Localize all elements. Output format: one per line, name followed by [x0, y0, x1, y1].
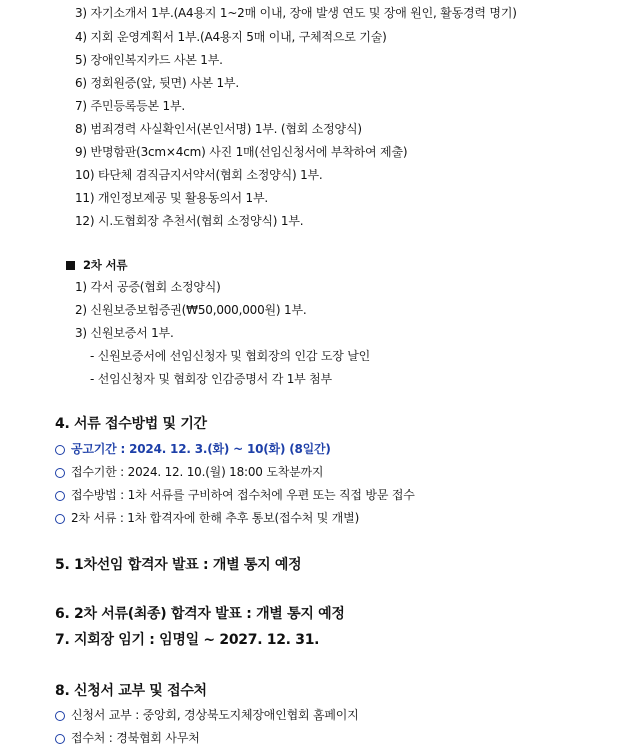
item-text: 신원보증서 1부. — [90, 326, 174, 340]
item-number: 9) — [75, 145, 87, 159]
item-number: 7) — [75, 99, 87, 113]
square-bullet-icon — [66, 261, 75, 270]
item-text: 시.도협회장 추천서(협회 소정양식) 1부. — [97, 214, 304, 228]
item-text: 개인정보제공 및 활용동의서 1부. — [97, 191, 268, 205]
item-number: 10) — [75, 168, 95, 182]
section-7-title: 7. 지회장 임기 : 임명일 ~ 2027. 12. 31. — [55, 632, 320, 648]
item-text: 주민등록등본 1부. — [90, 99, 185, 113]
list-item — [75, 213, 303, 229]
sub-item: - 선임신청자 및 협회장 인감증명서 각 1부 첨부 — [90, 372, 332, 386]
item-text: 장애인복지카드 사본 1부. — [90, 53, 223, 67]
item-number: 6) — [75, 76, 87, 90]
list-item — [75, 98, 185, 114]
list-item — [75, 52, 223, 68]
item-number: 2) — [75, 303, 87, 317]
list-item — [75, 190, 268, 206]
circle-bullet-icon — [55, 468, 65, 478]
item-text: 신청서 교부 : 중앙회, 경상북도지체장애인협회 홈페이지 — [71, 708, 359, 722]
sub-item: - 신원보증서에 선임신청자 및 협회장의 인감 도장 날인 — [90, 349, 371, 363]
section-5-title: 5. 1차선임 합격자 발표 : 개별 통지 예정 — [55, 557, 302, 573]
list-item — [75, 29, 387, 45]
circle-bullet-icon — [55, 445, 65, 455]
circle-bullet-icon — [55, 734, 65, 744]
circle-item — [55, 464, 323, 480]
heading-text: 2차 서류 — [83, 258, 128, 272]
item-number: 12) — [75, 214, 95, 228]
item-text: 자기소개서 1부.(A4용지 1~2매 이내, 장애 발생 연도 및 장애 원인, 활동경력 명기) — [90, 6, 517, 20]
item-text: 정회원증(앞, 뒷면) 사본 1부. — [90, 76, 239, 90]
item-text: 반명함판(3cm×4cm) 사진 1매(선임신청서에 부착하여 제출) — [90, 145, 408, 159]
list-item — [75, 5, 517, 21]
circle-item — [55, 487, 415, 503]
item-text: 접수처 : 경북협회 사무처 — [71, 731, 200, 745]
item-number: 5) — [75, 53, 87, 67]
item-number: 8) — [75, 122, 87, 136]
item-text: 접수기한 : 2024. 12. 10.(월) 18:00 도착분까지 — [71, 465, 324, 479]
circle-item — [55, 730, 200, 746]
item-text: 각서 공증(협회 소정양식) — [90, 280, 221, 294]
item-number: 1) — [75, 280, 87, 294]
circle-item — [55, 510, 359, 526]
item-text: 공고기간 : 2024. 12. 3.(화) ~ 10(화) (8일간) — [71, 442, 331, 456]
item-number: 3) — [75, 6, 87, 20]
item-number: 11) — [75, 191, 95, 205]
circle-bullet-icon — [55, 514, 65, 524]
circle-bullet-icon — [55, 711, 65, 721]
circle-item — [55, 707, 359, 723]
list-item — [75, 75, 239, 91]
item-text: 지회 운영계획서 1부.(A4용지 5매 이내, 구체적으로 기술) — [90, 30, 387, 44]
list-item — [75, 325, 174, 341]
item-text: 타단체 겸직금지서약서(협회 소정양식) 1부. — [97, 168, 323, 182]
second-docs-heading — [66, 257, 127, 273]
item-text: 범죄경력 사실확인서(본인서명) 1부. (협회 소정양식) — [90, 122, 362, 136]
list-item — [75, 167, 323, 183]
section-6-title: 6. 2차 서류(최종) 합격자 발표 : 개별 통지 예정 — [55, 606, 345, 622]
item-number: 3) — [75, 326, 87, 340]
list-item — [75, 121, 362, 137]
list-item — [75, 279, 221, 295]
list-item — [75, 144, 407, 160]
item-number: 4) — [75, 30, 87, 44]
circle-item — [55, 441, 331, 457]
item-text: 접수방법 : 1차 서류를 구비하여 접수처에 우편 또는 직접 방문 접수 — [71, 488, 415, 502]
circle-bullet-icon — [55, 491, 65, 501]
list-item — [75, 302, 306, 318]
item-text: 신원보증보험증권(₩50,000,000원) 1부. — [90, 303, 307, 317]
section-8-title: 8. 신청서 교부 및 접수처 — [55, 683, 207, 699]
item-text: 2차 서류 : 1차 합격자에 한해 추후 통보(접수처 및 개별) — [71, 511, 360, 525]
section-4-title: 4. 서류 접수방법 및 기간 — [55, 416, 207, 432]
